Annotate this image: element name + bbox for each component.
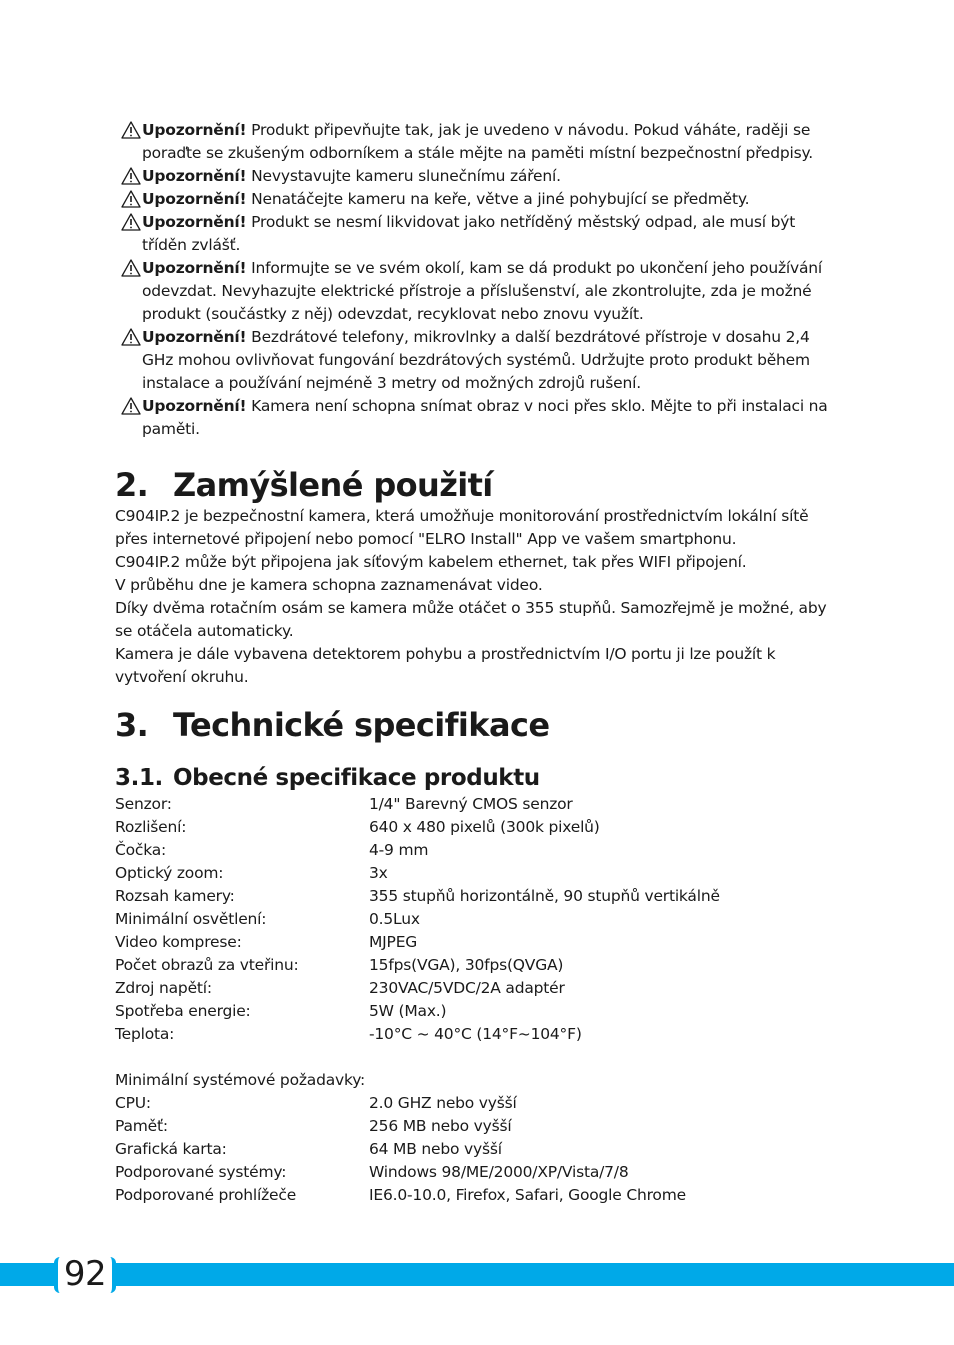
spec-row [115, 1184, 835, 1207]
spec-row [115, 1161, 835, 1184]
spec-row [115, 1000, 835, 1023]
warning-item [115, 395, 835, 441]
spec-value: IE6.0-10.0, Firefox, Safari, Google Chrome [369, 1186, 686, 1204]
system-requirements-table [115, 1092, 835, 1207]
spec-value: 355 stupňů horizontálně, 90 stupňů vertikálně [369, 887, 720, 905]
spec-row [115, 931, 835, 954]
warning-triangle-icon [121, 328, 141, 346]
spec-row [115, 1115, 835, 1138]
spec-value: 64 MB nebo vyšší [369, 1140, 502, 1158]
spec-value: 2.0 GHZ nebo vyšší [369, 1094, 517, 1112]
spec-value: 15fps(VGA), 30fps(QVGA) [369, 956, 564, 974]
section-3-1-heading [115, 763, 835, 793]
warning-triangle-icon [121, 213, 141, 231]
spec-table [115, 793, 835, 1046]
spec-label: Spotřeba energie: [115, 1002, 251, 1020]
spec-label: Senzor: [115, 795, 172, 813]
spec-label: Rozsah kamery: [115, 887, 235, 905]
warning-item [115, 257, 835, 326]
system-requirements-title: Minimální systémové požadavky: [115, 1071, 366, 1089]
warning-text: Produkt se nesmí likvidovat jako netříděný městský odpad, ale musí být tříděn zvlášť. [142, 213, 796, 254]
warning-label: Upozornění! [142, 397, 247, 415]
spec-label: Počet obrazů za vteřinu: [115, 956, 299, 974]
section-3-title: Technické specifikace [173, 706, 550, 744]
spec-label: Grafická karta: [115, 1140, 227, 1158]
warning-label: Upozornění! [142, 213, 247, 231]
spec-row [115, 885, 835, 908]
warning-label: Upozornění! [142, 190, 247, 208]
spec-row [115, 908, 835, 931]
spec-label: Podporované systémy: [115, 1163, 287, 1181]
warning-label: Upozornění! [142, 121, 247, 139]
section-2-number: 2. [115, 466, 149, 504]
warning-triangle-icon [121, 259, 141, 277]
warning-text: Produkt připevňujte tak, jak je uvedeno v návodu. Pokud váháte, raději se poraďte se zkušeným odborníkem a stále mějte na paměti místní bezpečnostní předpisy. [142, 121, 814, 162]
warning-item [115, 326, 835, 395]
section-3-number: 3. [115, 706, 149, 744]
spec-row [115, 1138, 835, 1161]
warning-item [115, 165, 835, 188]
warning-text: Nenatáčejte kameru na keře, větve a jiné pohybující se předměty. [246, 190, 750, 208]
warnings-list [115, 119, 835, 441]
section-2-title: Zamýšlené použití [173, 466, 493, 504]
spec-value: 256 MB nebo vyšší [369, 1117, 512, 1135]
spec-label: Minimální osvětlení: [115, 910, 267, 928]
warning-item [115, 211, 835, 257]
warning-label: Upozornění! [142, 259, 247, 277]
warning-label: Upozornění! [142, 167, 247, 185]
spec-value: Windows 98/ME/2000/XP/Vista/7/8 [369, 1163, 629, 1181]
paragraph: V průběhu dne je kamera schopna zaznamenávat video. [115, 576, 543, 594]
section-3-1-title: Obecné specifikace produktu [173, 765, 540, 791]
warning-triangle-icon [121, 190, 141, 208]
spec-value: 1/4" Barevný CMOS senzor [369, 795, 573, 813]
warning-triangle-icon [121, 167, 141, 185]
spec-label: Video komprese: [115, 933, 242, 951]
spec-value: 4-9 mm [369, 841, 429, 859]
spec-row [115, 816, 835, 839]
page-content [115, 119, 835, 1207]
spec-label: Optický zoom: [115, 864, 224, 882]
warning-text: Nevystavujte kameru slunečnímu záření. [246, 167, 561, 185]
spec-label: Paměť: [115, 1117, 168, 1135]
warning-item [115, 188, 835, 211]
warning-text: Bezdrátové telefony, mikrovlnky a další bezdrátové přístroje v dosahu 2,4 GHz mohou ovlivňovat fungování bezdrátových systémů. Udržujte proto produkt během instalace a používání nejméně 3 metry od možných zdrojů rušení. [142, 328, 810, 392]
section-3-heading [115, 705, 835, 745]
spec-label: Čočka: [115, 841, 167, 859]
section-2-heading [115, 465, 835, 505]
paragraph: C904IP.2 může být připojena jak síťovým kabelem ethernet, tak přes WIFI připojení. [115, 553, 747, 571]
warning-text: Kamera není schopna snímat obraz v noci přes sklo. Mějte to při instalaci na paměti. [142, 397, 828, 438]
spec-value: MJPEG [369, 933, 418, 951]
page-number: 92 [63, 1254, 107, 1294]
section-2-body [115, 505, 835, 689]
footer-band [0, 1263, 954, 1286]
warning-triangle-icon [121, 397, 141, 415]
spec-label: Teplota: [115, 1025, 175, 1043]
spec-row [115, 839, 835, 862]
spec-label: Zdroj napětí: [115, 979, 212, 997]
spec-label: CPU: [115, 1094, 151, 1112]
spec-row [115, 1023, 835, 1046]
spec-value: 230VAC/5VDC/2A adaptér [369, 979, 565, 997]
spec-label: Rozlišení: [115, 818, 187, 836]
spec-row [115, 793, 835, 816]
spec-row [115, 1092, 835, 1115]
paragraph: Díky dvěma rotačním osám se kamera může otáčet o 355 stupňů. Samozřejmě je možné, aby se otáčela automaticky. [115, 599, 827, 640]
paragraph: Kamera je dále vybavena detektorem pohybu a prostřednictvím I/O portu ji lze použít k vytvoření okruhu. [115, 645, 776, 686]
spec-label: Podporované prohlížeče [115, 1186, 297, 1204]
spec-row [115, 954, 835, 977]
spec-row [115, 862, 835, 885]
spec-value: -10°C ~ 40°C (14°F~104°F) [369, 1025, 582, 1043]
spacer [115, 1046, 835, 1069]
spec-value: 640 x 480 pixelů (300k pixelů) [369, 818, 600, 836]
warning-text: Informujte se ve svém okolí, kam se dá produkt po ukončení jeho používání odevzdat. Nevyhazujte elektrické přístroje a příslušenství, ale zkontrolujte, zda je možné produkt (součástky z něj) odevzdat, recyklovat nebo znovu využít. [142, 259, 823, 323]
spec-value: 0.5Lux [369, 910, 420, 928]
spec-value: 3x [369, 864, 388, 882]
spec-row [115, 977, 835, 1000]
paragraph: C904IP.2 je bezpečnostní kamera, která umožňuje monitorování prostřednictvím lokální sítě přes internetové připojení nebo pomocí "ELRO Install" App ve vašem smartphonu. [115, 507, 809, 548]
warning-item [115, 119, 835, 165]
spec-value: 5W (Max.) [369, 1002, 447, 1020]
warning-label: Upozornění! [142, 328, 247, 346]
section-3-1-number: 3.1. [115, 765, 163, 791]
warning-triangle-icon [121, 121, 141, 139]
